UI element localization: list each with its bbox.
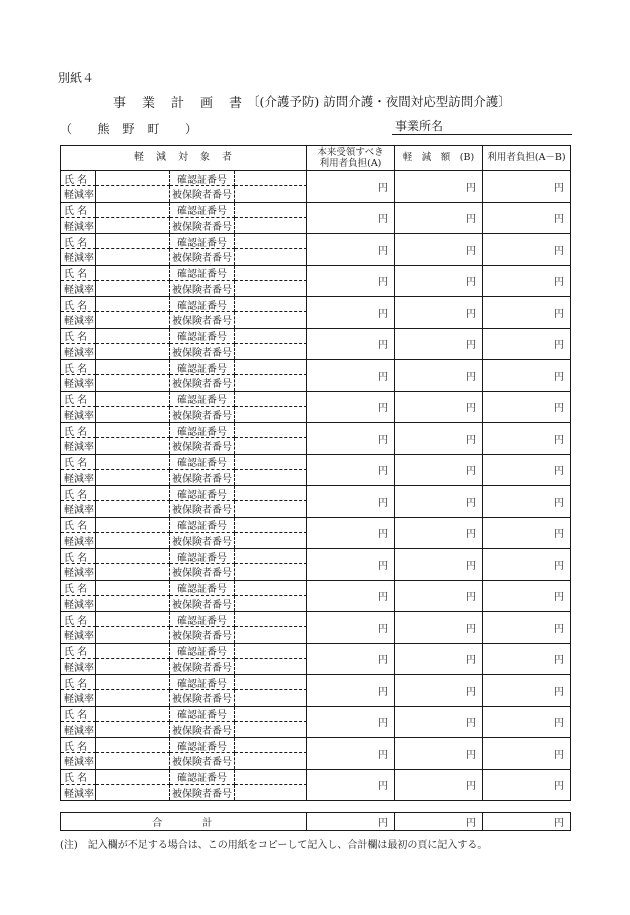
reduction-amount-b-cell: 円	[395, 612, 483, 643]
office-name-field	[392, 119, 572, 135]
insured-number-label: 被保険者番号	[170, 533, 235, 548]
original-burden-a-cell: 円	[307, 486, 395, 517]
reduction-amount-b-cell: 円	[395, 203, 483, 234]
reduction-amount-b-cell: 円	[395, 297, 483, 328]
reduction-amount-b-cell: 円	[395, 549, 483, 580]
reduction-rate-field	[96, 470, 170, 485]
name-field	[96, 675, 170, 690]
certificate-number-field	[235, 707, 307, 722]
reduction-rate-field	[96, 659, 170, 674]
certificate-number-field	[235, 675, 307, 690]
total-label: 合 計	[61, 813, 307, 830]
original-burden-a-cell: 円	[307, 770, 395, 801]
name-label: 氏 名	[61, 455, 96, 470]
insured-number-label: 被保険者番号	[170, 627, 235, 642]
user-burden-cell: 円	[554, 592, 564, 604]
original-burden-a-cell: 円	[307, 329, 395, 360]
certificate-number-field	[235, 738, 307, 753]
user-burden-cell: 円	[554, 655, 564, 667]
reduction-amount-b-cell: 円	[395, 423, 483, 454]
certificate-number-label: 確認証番号	[170, 486, 235, 501]
certificate-number-field	[235, 612, 307, 627]
reduction-rate-label: 軽減率	[61, 659, 96, 674]
certificate-number-label: 確認証番号	[170, 644, 235, 659]
certificate-number-field	[235, 423, 307, 438]
reduction-rate-label: 軽減率	[61, 690, 96, 705]
entry-row	[61, 707, 570, 739]
reduction-rate-label: 軽減率	[61, 501, 96, 516]
name-field	[96, 455, 170, 470]
reduction-rate-field	[96, 722, 170, 737]
name-label: 氏 名	[61, 612, 96, 627]
name-field	[96, 423, 170, 438]
original-burden-a-cell: 円	[307, 455, 395, 486]
certificate-number-field	[235, 549, 307, 564]
insured-number-label: 被保険者番号	[170, 659, 235, 674]
reduction-amount-b-cell: 円	[395, 707, 483, 738]
certificate-number-field	[235, 455, 307, 470]
insured-number-label: 被保険者番号	[170, 218, 235, 233]
insured-number-field	[235, 186, 307, 201]
user-burden-cell: 円	[554, 497, 564, 509]
certificate-number-field	[235, 392, 307, 407]
user-burden-cell: 円	[554, 182, 564, 194]
reduction-rate-field	[96, 627, 170, 642]
header-user-burden-a-minus-b: 利用者負担(A－B)	[487, 152, 566, 164]
certificate-number-field	[235, 770, 307, 785]
total-row	[60, 812, 571, 831]
entry-row	[61, 266, 570, 298]
entry-row	[61, 203, 570, 235]
insured-number-label: 被保険者番号	[170, 785, 235, 800]
header-reduction-amount-b: 軽 減 額 (B)	[395, 146, 483, 170]
reduction-amount-b-cell: 円	[395, 329, 483, 360]
name-field	[96, 392, 170, 407]
insured-number-field	[235, 344, 307, 359]
certificate-number-label: 確認証番号	[170, 770, 235, 785]
certificate-number-field	[235, 581, 307, 596]
reduction-rate-label: 軽減率	[61, 785, 96, 800]
name-field	[96, 360, 170, 375]
insured-number-field	[235, 564, 307, 579]
entry-row	[61, 549, 570, 581]
header-original-burden-line2: 利用者負担(A)	[319, 158, 382, 169]
reduction-rate-field	[96, 785, 170, 800]
reduction-amount-b-cell: 円	[395, 581, 483, 612]
original-burden-a-cell: 円	[307, 171, 395, 202]
original-burden-a-cell: 円	[307, 644, 395, 675]
insured-number-label: 被保険者番号	[170, 596, 235, 611]
reduction-amount-b-cell: 円	[395, 738, 483, 769]
insured-number-field	[235, 596, 307, 611]
certificate-number-field	[235, 297, 307, 312]
entry-row	[61, 581, 570, 613]
document-title: 事 業 計 画 書	[113, 96, 244, 111]
footnote: (注) 記入欄が不足する場合は、この用紙をコピーして記入し、合計欄は最初の頁に記入する。	[60, 840, 488, 851]
reduction-rate-field	[96, 690, 170, 705]
insured-number-field	[235, 690, 307, 705]
certificate-number-field	[235, 329, 307, 344]
name-field	[96, 266, 170, 281]
user-burden-cell: 円	[554, 434, 564, 446]
original-burden-a-cell: 円	[307, 549, 395, 580]
name-field	[96, 329, 170, 344]
certificate-number-field	[235, 644, 307, 659]
user-burden-cell: 円	[554, 308, 564, 320]
reduction-rate-label: 軽減率	[61, 753, 96, 768]
original-burden-a-cell: 円	[307, 392, 395, 423]
certificate-number-field	[235, 486, 307, 501]
original-burden-a-cell: 円	[307, 612, 395, 643]
insured-number-label: 被保険者番号	[170, 501, 235, 516]
reduction-rate-label: 軽減率	[61, 722, 96, 737]
certificate-number-field	[235, 518, 307, 533]
insured-number-field	[235, 501, 307, 516]
certificate-number-label: 確認証番号	[170, 707, 235, 722]
original-burden-a-cell: 円	[307, 360, 395, 391]
header-original-burden-a	[307, 146, 395, 170]
certificate-number-label: 確認証番号	[170, 203, 235, 218]
insured-number-field	[235, 785, 307, 800]
reduction-rate-field	[96, 281, 170, 296]
reduction-rate-field	[96, 596, 170, 611]
certificate-number-label: 確認証番号	[170, 581, 235, 596]
reduction-amount-b-cell: 円	[395, 675, 483, 706]
certificate-number-field	[235, 203, 307, 218]
name-field	[96, 549, 170, 564]
insured-number-label: 被保険者番号	[170, 186, 235, 201]
reduction-rate-field	[96, 312, 170, 327]
reduction-rate-field	[96, 501, 170, 516]
user-burden-cell: 円	[554, 781, 564, 793]
insured-number-label: 被保険者番号	[170, 375, 235, 390]
original-burden-a-cell: 円	[307, 266, 395, 297]
name-label: 氏 名	[61, 203, 96, 218]
insured-number-field	[235, 375, 307, 390]
entry-row	[61, 234, 570, 266]
table-body	[61, 171, 570, 801]
certificate-number-label: 確認証番号	[170, 171, 235, 186]
reduction-rate-field	[96, 186, 170, 201]
certificate-number-label: 確認証番号	[170, 675, 235, 690]
original-burden-a-cell: 円	[307, 738, 395, 769]
entry-row	[61, 171, 570, 203]
entry-row	[61, 738, 570, 770]
original-burden-a-cell: 円	[307, 203, 395, 234]
certificate-number-label: 確認証番号	[170, 455, 235, 470]
office-name-label: 事業所名	[395, 119, 444, 133]
certificate-number-field	[235, 360, 307, 375]
insured-number-field	[235, 627, 307, 642]
reduction-rate-label: 軽減率	[61, 438, 96, 453]
reduction-rate-field	[96, 218, 170, 233]
entry-row	[61, 770, 570, 802]
insured-number-label: 被保険者番号	[170, 438, 235, 453]
entry-row	[61, 518, 570, 550]
reduction-rate-label: 軽減率	[61, 281, 96, 296]
reduction-amount-b-cell: 円	[395, 455, 483, 486]
reduction-rate-label: 軽減率	[61, 407, 96, 422]
name-label: 氏 名	[61, 518, 96, 533]
insured-number-field	[235, 470, 307, 485]
reduction-rate-label: 軽減率	[61, 186, 96, 201]
user-burden-cell: 円	[554, 686, 564, 698]
certificate-number-label: 確認証番号	[170, 392, 235, 407]
reduction-amount-b-cell: 円	[395, 392, 483, 423]
name-field	[96, 738, 170, 753]
reduction-rate-field	[96, 249, 170, 264]
entry-row	[61, 675, 570, 707]
insured-number-field	[235, 407, 307, 422]
reduction-amount-b-cell: 円	[395, 360, 483, 391]
table-header	[61, 146, 570, 171]
insured-number-field	[235, 249, 307, 264]
name-label: 氏 名	[61, 171, 96, 186]
insured-number-field	[235, 281, 307, 296]
certificate-number-label: 確認証番号	[170, 360, 235, 375]
user-burden-cell: 円	[554, 214, 564, 226]
reduction-rate-field	[96, 375, 170, 390]
total-reduction-amount-b: 円	[395, 813, 483, 830]
entry-row	[61, 423, 570, 455]
name-label: 氏 名	[61, 770, 96, 785]
insured-number-field	[235, 753, 307, 768]
header-original-burden-line1: 本来受領すべき	[317, 146, 384, 158]
reduction-rate-label: 軽減率	[61, 344, 96, 359]
insured-number-label: 被保険者番号	[170, 407, 235, 422]
entry-row	[61, 297, 570, 329]
user-burden-cell: 円	[554, 749, 564, 761]
original-burden-a-cell: 円	[307, 234, 395, 265]
reduction-amount-b-cell: 円	[395, 518, 483, 549]
user-burden-cell: 円	[554, 623, 564, 635]
reduction-rate-field	[96, 407, 170, 422]
reduction-rate-label: 軽減率	[61, 564, 96, 579]
name-field	[96, 644, 170, 659]
reduction-rate-label: 軽減率	[61, 375, 96, 390]
entry-row	[61, 329, 570, 361]
name-label: 氏 名	[61, 707, 96, 722]
insured-number-label: 被保険者番号	[170, 344, 235, 359]
entry-row	[61, 644, 570, 676]
reduction-rate-label: 軽減率	[61, 218, 96, 233]
insured-number-label: 被保険者番号	[170, 753, 235, 768]
user-burden-cell: 円	[554, 277, 564, 289]
reduction-rate-label: 軽減率	[61, 533, 96, 548]
service-type-title: 〔(介護予防) 訪問介護・夜間対応型訪問介護〕	[247, 94, 511, 109]
reduction-amount-b-cell: 円	[395, 171, 483, 202]
insured-number-field	[235, 438, 307, 453]
insured-number-label: 被保険者番号	[170, 249, 235, 264]
total-original-burden-a: 円	[307, 813, 395, 830]
user-burden-cell: 円	[554, 529, 564, 541]
user-burden-cell: 円	[554, 466, 564, 478]
original-burden-a-cell: 円	[307, 518, 395, 549]
reduction-amount-b-cell: 円	[395, 266, 483, 297]
name-field	[96, 171, 170, 186]
certificate-number-label: 確認証番号	[170, 738, 235, 753]
reduction-rate-label: 軽減率	[61, 627, 96, 642]
reduction-rate-label: 軽減率	[61, 470, 96, 485]
name-field	[96, 297, 170, 312]
reduction-amount-b-cell: 円	[395, 486, 483, 517]
reduction-rate-field	[96, 533, 170, 548]
plan-table	[60, 145, 571, 801]
certificate-number-label: 確認証番号	[170, 234, 235, 249]
name-field	[96, 612, 170, 627]
insured-number-label: 被保険者番号	[170, 312, 235, 327]
total-user-burden: 円	[554, 818, 564, 829]
name-field	[96, 707, 170, 722]
name-label: 氏 名	[61, 486, 96, 501]
insured-number-field	[235, 218, 307, 233]
original-burden-a-cell: 円	[307, 297, 395, 328]
certificate-number-label: 確認証番号	[170, 423, 235, 438]
name-label: 氏 名	[61, 581, 96, 596]
certificate-number-field	[235, 171, 307, 186]
insured-number-label: 被保険者番号	[170, 470, 235, 485]
reduction-rate-label: 軽減率	[61, 596, 96, 611]
reduction-rate-label: 軽減率	[61, 312, 96, 327]
reduction-amount-b-cell: 円	[395, 234, 483, 265]
name-field	[96, 486, 170, 501]
certificate-number-field	[235, 234, 307, 249]
insured-number-field	[235, 659, 307, 674]
name-label: 氏 名	[61, 644, 96, 659]
insured-number-field	[235, 722, 307, 737]
reduction-rate-field	[96, 344, 170, 359]
insured-number-label: 被保険者番号	[170, 722, 235, 737]
reduction-amount-b-cell: 円	[395, 770, 483, 801]
certificate-number-label: 確認証番号	[170, 549, 235, 564]
entry-row	[61, 360, 570, 392]
name-label: 氏 名	[61, 392, 96, 407]
entry-row	[61, 455, 570, 487]
user-burden-cell: 円	[554, 560, 564, 572]
insured-number-label: 被保険者番号	[170, 690, 235, 705]
user-burden-cell: 円	[554, 371, 564, 383]
name-label: 氏 名	[61, 675, 96, 690]
name-label: 氏 名	[61, 297, 96, 312]
insured-number-field	[235, 312, 307, 327]
municipality: （ 熊 野 町 ）	[60, 122, 198, 136]
insured-number-label: 被保険者番号	[170, 564, 235, 579]
insured-number-label: 被保険者番号	[170, 281, 235, 296]
certificate-number-label: 確認証番号	[170, 329, 235, 344]
name-field	[96, 234, 170, 249]
name-field	[96, 518, 170, 533]
form-number: 別紙４	[58, 71, 95, 85]
name-label: 氏 名	[61, 549, 96, 564]
certificate-number-label: 確認証番号	[170, 612, 235, 627]
header-target-persons: 軽 減 対 象 者	[61, 146, 307, 170]
original-burden-a-cell: 円	[307, 707, 395, 738]
name-field	[96, 203, 170, 218]
name-label: 氏 名	[61, 234, 96, 249]
certificate-number-label: 確認証番号	[170, 297, 235, 312]
user-burden-cell: 円	[554, 340, 564, 352]
entry-row	[61, 486, 570, 518]
name-label: 氏 名	[61, 738, 96, 753]
reduction-rate-field	[96, 753, 170, 768]
name-field	[96, 581, 170, 596]
original-burden-a-cell: 円	[307, 423, 395, 454]
name-label: 氏 名	[61, 360, 96, 375]
name-label: 氏 名	[61, 266, 96, 281]
name-label: 氏 名	[61, 329, 96, 344]
reduction-rate-field	[96, 564, 170, 579]
user-burden-cell: 円	[554, 245, 564, 257]
user-burden-cell: 円	[554, 403, 564, 415]
reduction-amount-b-cell: 円	[395, 644, 483, 675]
original-burden-a-cell: 円	[307, 581, 395, 612]
name-field	[96, 770, 170, 785]
entry-row	[61, 612, 570, 644]
entry-row	[61, 392, 570, 424]
certificate-number-label: 確認証番号	[170, 266, 235, 281]
reduction-rate-field	[96, 438, 170, 453]
certificate-number-label: 確認証番号	[170, 518, 235, 533]
reduction-rate-label: 軽減率	[61, 249, 96, 264]
user-burden-cell: 円	[554, 718, 564, 730]
original-burden-a-cell: 円	[307, 675, 395, 706]
insured-number-field	[235, 533, 307, 548]
certificate-number-field	[235, 266, 307, 281]
name-label: 氏 名	[61, 423, 96, 438]
